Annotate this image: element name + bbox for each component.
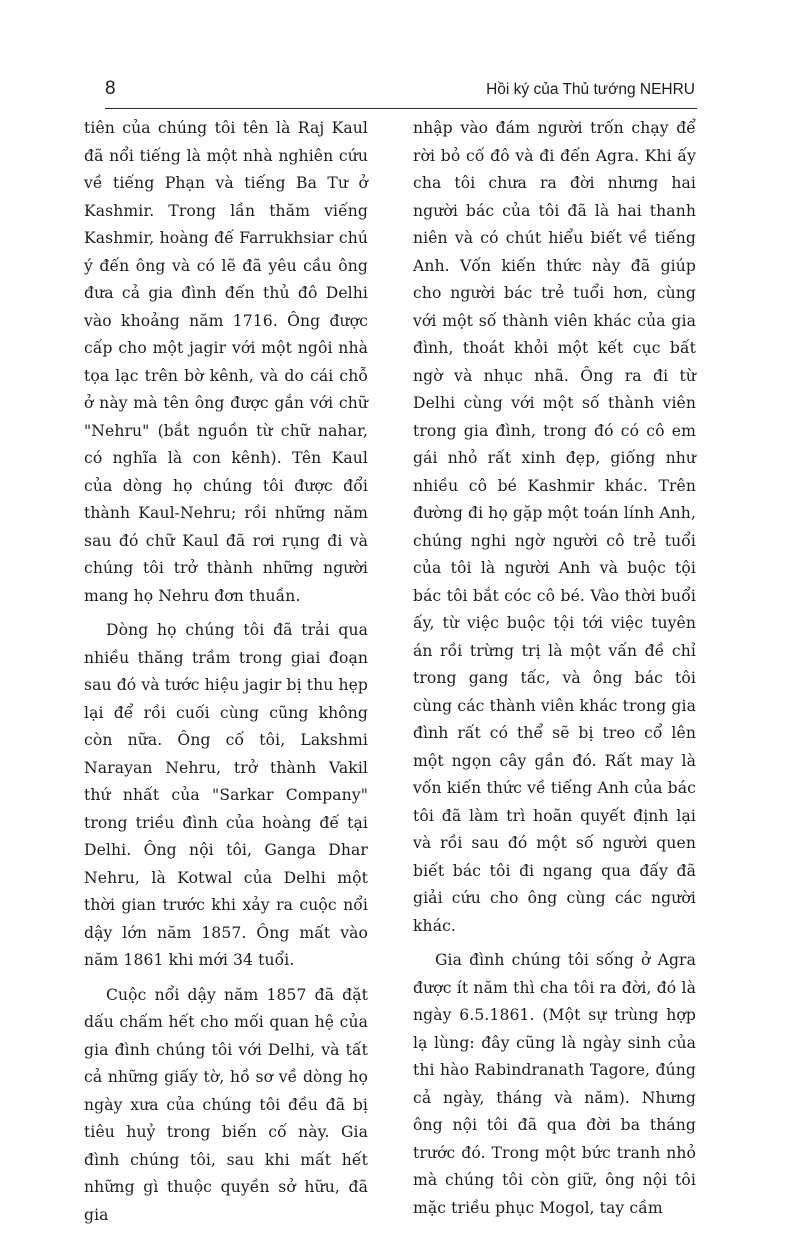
page-header (105, 78, 697, 109)
running-title: Hồi ký của Thủ tướng NEHRU (486, 81, 695, 98)
right-column (413, 115, 696, 1229)
paragraph: Dòng họ chúng tôi đã trải qua nhiều thăng trầm trong giai đoạn sau đó và tước hiệu jagir bị thu hẹp lại để rồi cuối cùng cũng không còn nữa. Ông cố tôi, Lakshmi Narayan Nehru, trở thành Vakil thứ nhất của "Sarkar Company" trong triều đình của hoàng đế tại Delhi. Ông nội tôi, Ganga Dhar Nehru, là Kotwal của Delhi một thời gian trước khi xảy ra cuộc nổi dậy lớn năm 1857. Ông mất vào năm 1861 khi mới 34 tuổi. (84, 621, 368, 969)
paragraph: nhập vào đám người trốn chạy để rời bỏ cố đô và đi đến Agra. Khi ấy cha tôi chưa ra đời nhưng hai người bác của tôi đã là hai thanh niên và có chút hiểu biết về tiếng Anh. Vốn kiến thức này đã giúp cho người bác trẻ tuổi hơn, cùng với một số thành viên khác của gia đình, thoát khỏi một kết cục bất ngờ và nhục nhã. Ông ra đi từ Delhi cùng với một số thành viên trong gia đình, trong đó có cô em gái nhỏ rất xinh đẹp, giống như nhiều cô bé Kashmir khác. Trên đường đi họ gặp một toán lính Anh, chúng nghi ngờ người cô trẻ tuổi của tôi là người Anh và buộc tội bác tôi bắt cóc cô bé. Vào thời buổi ấy, từ việc buộc tội tới việc tuyên án rồi trừng trị là một vấn đề chỉ trong gang tấc, và ông bác tôi cùng các thành viên khác trong gia đình rất có thể sẽ bị treo cổ lên một ngọn cây gần đó. Rất may là vốn kiến thức về tiếng Anh của bác tôi đã làm trì hoãn quyết định lại và rồi sau đó một số người quen biết bác tôi đi ngang qua đấy đã giải cứu cho ông cùng các người khác. (413, 119, 696, 935)
left-column (84, 115, 368, 1236)
paragraph: tiên của chúng tôi tên là Raj Kaul đã nổi tiếng là một nhà nghiên cứu về tiếng Phạn và tiếng Ba Tư ở Kashmir. Trong lần thăm viếng Kashmir, hoàng đế Farrukhsiar chú ý đến ông và có lẽ đã yêu cầu ông đưa cả gia đình đến thủ đô Delhi vào khoảng năm 1716. Ông được cấp cho một jagir với một ngôi nhà tọa lạc trên bờ kênh, và do cái chỗ ở này mà tên ông được gắn với chữ "Nehru" (bắt nguồn từ chữ nahar, có nghĩa là con kênh). Tên Kaul của dòng họ chúng tôi được đổi thành Kaul-Nehru; rồi những năm sau đó chữ Kaul đã rơi rụng đi và chúng tôi trở thành những người mang họ Nehru đơn thuần. (84, 119, 368, 605)
paragraph: Cuộc nổi dậy năm 1857 đã đặt dấu chấm hết cho mối quan hệ của gia đình chúng tôi với Delhi, và tất cả những giấy tờ, hồ sơ về dòng họ ngày xưa của chúng tôi đều đã bị tiêu huỷ trong biến cố này. Gia đình chúng tôi, sau khi mất hết những gì thuộc quyền sở hữu, đã gia (84, 985, 368, 1224)
page-number: 8 (105, 78, 116, 99)
paragraph: Gia đình chúng tôi sống ở Agra được ít năm thì cha tôi ra đời, đó là ngày 6.5.1861. (Một sự trùng hợp lạ lùng: đây cũng là ngày sinh của thi hào Rabindranath Tagore, đúng cả ngày, tháng và năm). Nhưng ông nội tôi đã qua đời ba tháng trước đó. Trong một bức tranh nhỏ mà chúng tôi còn giữ, ông nội tôi mặc triều phục Mogol, tay cầm (413, 951, 696, 1217)
